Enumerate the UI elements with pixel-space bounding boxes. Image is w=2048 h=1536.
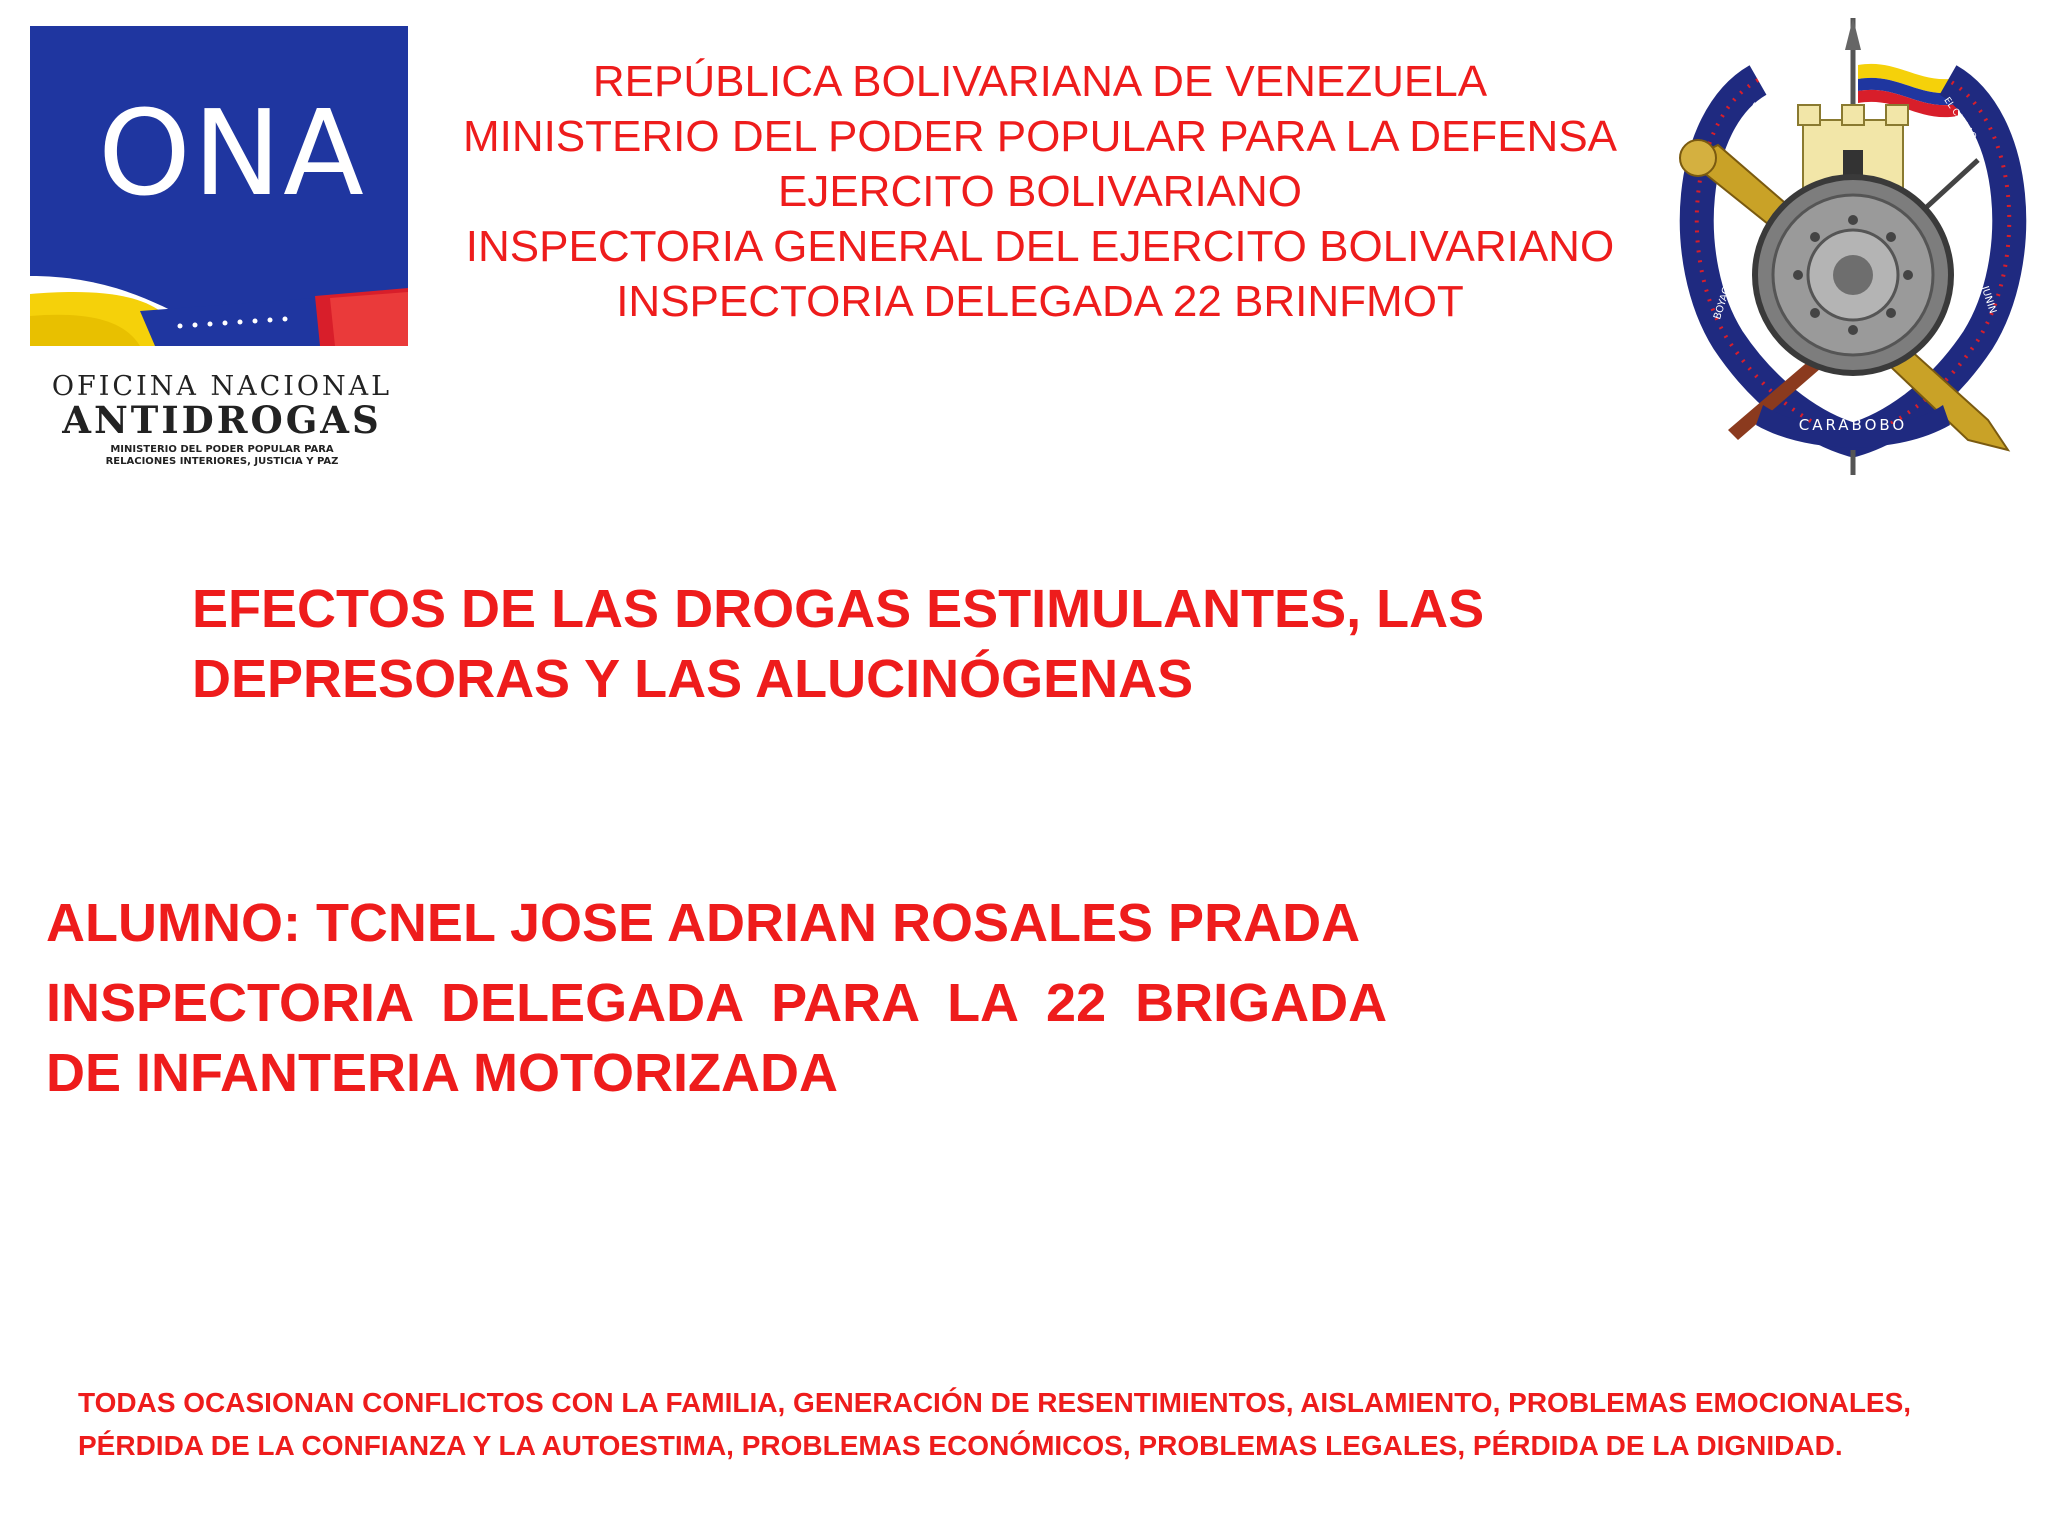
header-line: REPÚBLICA BOLIVARIANA DE VENEZUELA (592, 57, 1488, 106)
header-line: INSPECTORIA GENERAL DEL EJERCITO BOLIVARIANO (465, 222, 1615, 271)
unit-line: DE INFANTERIA MOTORIZADA (46, 1043, 838, 1103)
ona-caption-ministry-line2: RELACIONES INTERIORES, JUSTICIA Y PAZ (105, 456, 339, 467)
header-line: EJERCITO BOLIVARIANO (777, 167, 1303, 216)
crest-ring-top-right-text: EL CALLAO (1941, 95, 1978, 142)
ona-logo-mark: ONA (98, 84, 366, 222)
crest-ring-right-text: AYACUCHO - JUNIN (1958, 223, 1998, 316)
student-name: ALUMNO: TCNEL JOSE ADRIAN ROSALES PRADA (46, 893, 1361, 953)
ona-flag-ribbon (30, 26, 408, 346)
footer-line: TODAS OCASIONAN CONFLICTOS CON LA FAMILIA, GENERACIÓN DE RESENTIMIENTOS, AISLAMIENTO, PROBLEMAS EMOCIONALES, (78, 1387, 1912, 1418)
footer-line: PÉRDIDA DE LA CONFIANZA Y LA AUTOESTIMA, PROBLEMAS ECONÓMICOS, PROBLEMAS LEGALES, PÉRDIDA DE LA DIGNIDAD. (78, 1430, 1843, 1461)
consequences-note (78, 1381, 1978, 1467)
unit-line: INSPECTORIA DELEGADA PARA LA 22 BRIGADA (46, 973, 1388, 1033)
army-crest-emblem (1658, 10, 2048, 480)
title-line: DEPRESORAS Y LAS ALUCINÓGENAS (192, 649, 1194, 709)
ona-caption-antidrogas: ANTIDROGAS (62, 398, 382, 442)
crest-ring-top-left-text: CARLOS (1733, 101, 1763, 137)
crest-ring-left-text: BOYACA - PICHINCHA (1712, 217, 1756, 321)
title-line: EFECTOS DE LAS DROGAS ESTIMULANTES, LAS (192, 579, 1485, 639)
institution-header (430, 54, 1650, 329)
ona-caption-ministry-line1: MINISTERIO DEL PODER POPULAR PARA (110, 444, 334, 455)
header-line: INSPECTORIA DELEGADA 22 BRINFMOT (616, 277, 1464, 326)
student-info (46, 888, 1486, 1108)
crest-banner-text: CARABOBO (1798, 416, 1908, 434)
ona-logo-box (30, 26, 408, 346)
ona-caption-oficina: OFICINA NACIONAL (51, 371, 393, 402)
presentation-title (192, 574, 1692, 714)
header-line: MINISTERIO DEL PODER POPULAR PARA LA DEFENSA (462, 112, 1618, 161)
ona-logo (14, 26, 414, 478)
ona-caption-ministry (30, 444, 414, 468)
